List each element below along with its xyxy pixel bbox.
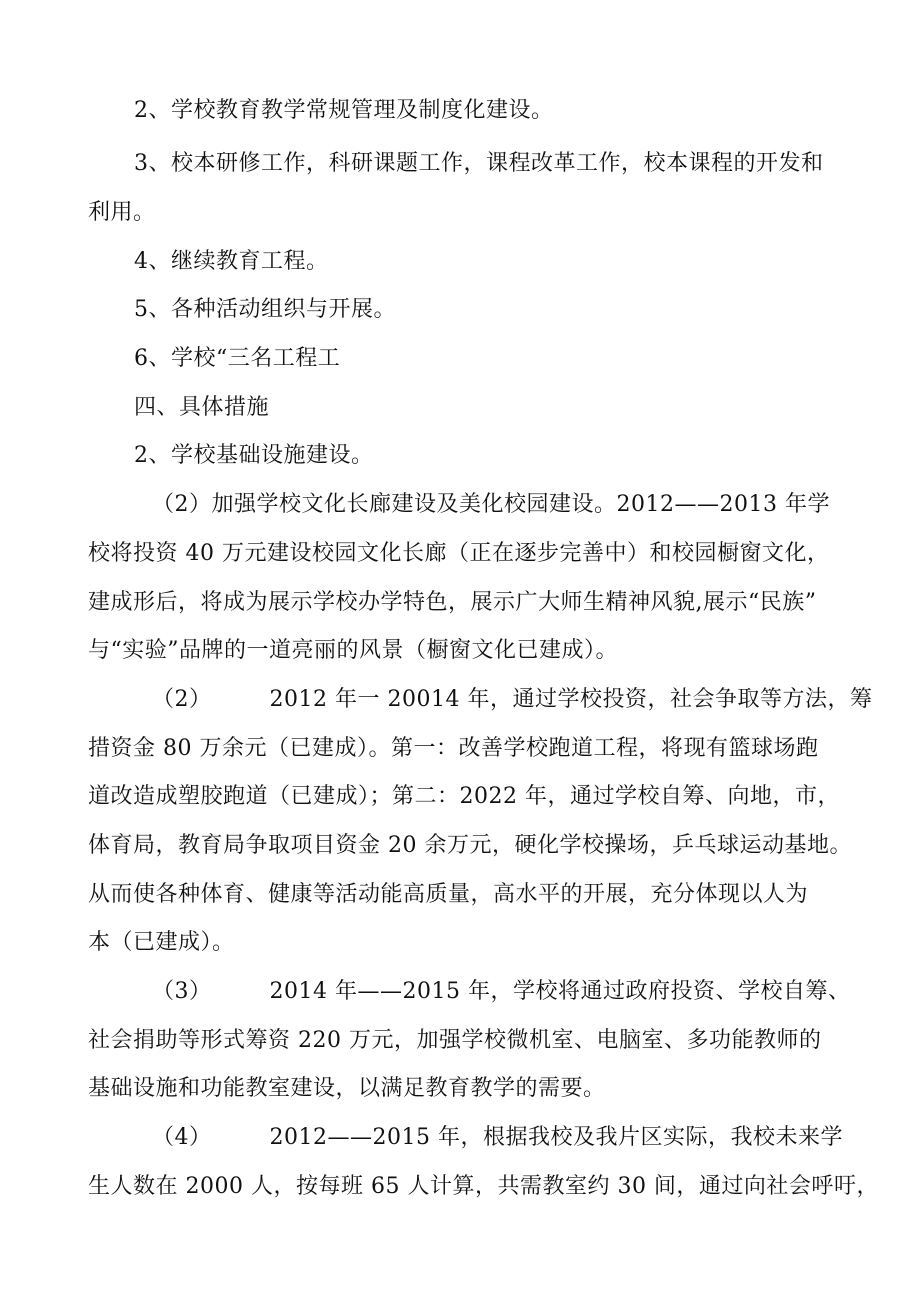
paragraph-line: （2）加强学校文化长廊建设及美化校园建设。2012——2013 年学 [152,492,830,517]
paragraph-line: 从而使各种体育、健康等活动能高质量，高水平的开展，充分体现以人为 [88,882,809,907]
paragraph-line: 本（已建成）。 [88,930,235,955]
paragraph-line: 道改造成塑胶跑道（已建成）；第二：2022 年，通过学校自筹、向地，市， [88,784,840,809]
paragraph-line: 生人数在 2000 人，按每班 65 人计算，共需教室约 30 间，通过向社会呼吁， [88,1174,879,1199]
paragraph-line: 基础设施和功能教室建设，以满足教育教学的需要。 [88,1076,606,1101]
paragraph-line: 社会捐助等形式筹资 220 万元，加强学校微机室、电脑室、多功能教师的 [88,1028,822,1053]
item-marker: （4） [152,1125,212,1150]
section-heading: 四、具体措施 [134,395,270,420]
paragraph-line: 5、各种活动组织与开展。 [134,297,396,322]
paragraph-line: 2、学校基础设施建设。 [134,443,374,468]
paragraph-line: 4、继续教育工程。 [134,249,329,274]
paragraph-line [152,978,850,1006]
paragraph-line: 6、学校“三名工程工 [134,346,341,371]
item-marker: （3） [152,979,212,1004]
paragraph-line: 校将投资 40 万元建设校园文化长廊（正在逐步完善中）和校园橱窗文化， [88,541,830,566]
paragraph-line: 建成形后，将成为展示学校办学特色，展示广大师生精神风貌,展示“民族” [88,590,817,615]
item-text: 2012 年一 20014 年，通过学校投资，社会争取等方法，筹 [269,687,873,712]
item-text: 2012——2015 年，根据我校及我片区实际，我校未来学 [269,1125,843,1150]
paragraph-line: 2、学校教育教学常规管理及制度化建设。 [134,98,554,123]
paragraph-line: 措资金 80 万余元（已建成）。第一：改善学校跑道工程，将现有篮球场跑 [88,736,819,761]
paragraph-line: 利用。 [88,200,156,225]
item-text: 2014 年——2015 年，学校将通过政府投资、学校自筹、 [269,979,851,1004]
paragraph-line: 体育局，教育局争取项目资金 20 余万元，硬化学校操场，乒乓球运动基地。 [88,833,852,858]
paragraph-line [152,1124,843,1152]
paragraph-line [152,686,872,714]
paragraph-line: 3、校本研修工作，科研课题工作，课程改革工作，校本课程的开发和 [134,151,824,176]
item-marker: （2） [152,687,212,712]
paragraph-line: 与“实验”品牌的一道亮丽的风景（橱窗文化已建成）。 [88,638,618,663]
